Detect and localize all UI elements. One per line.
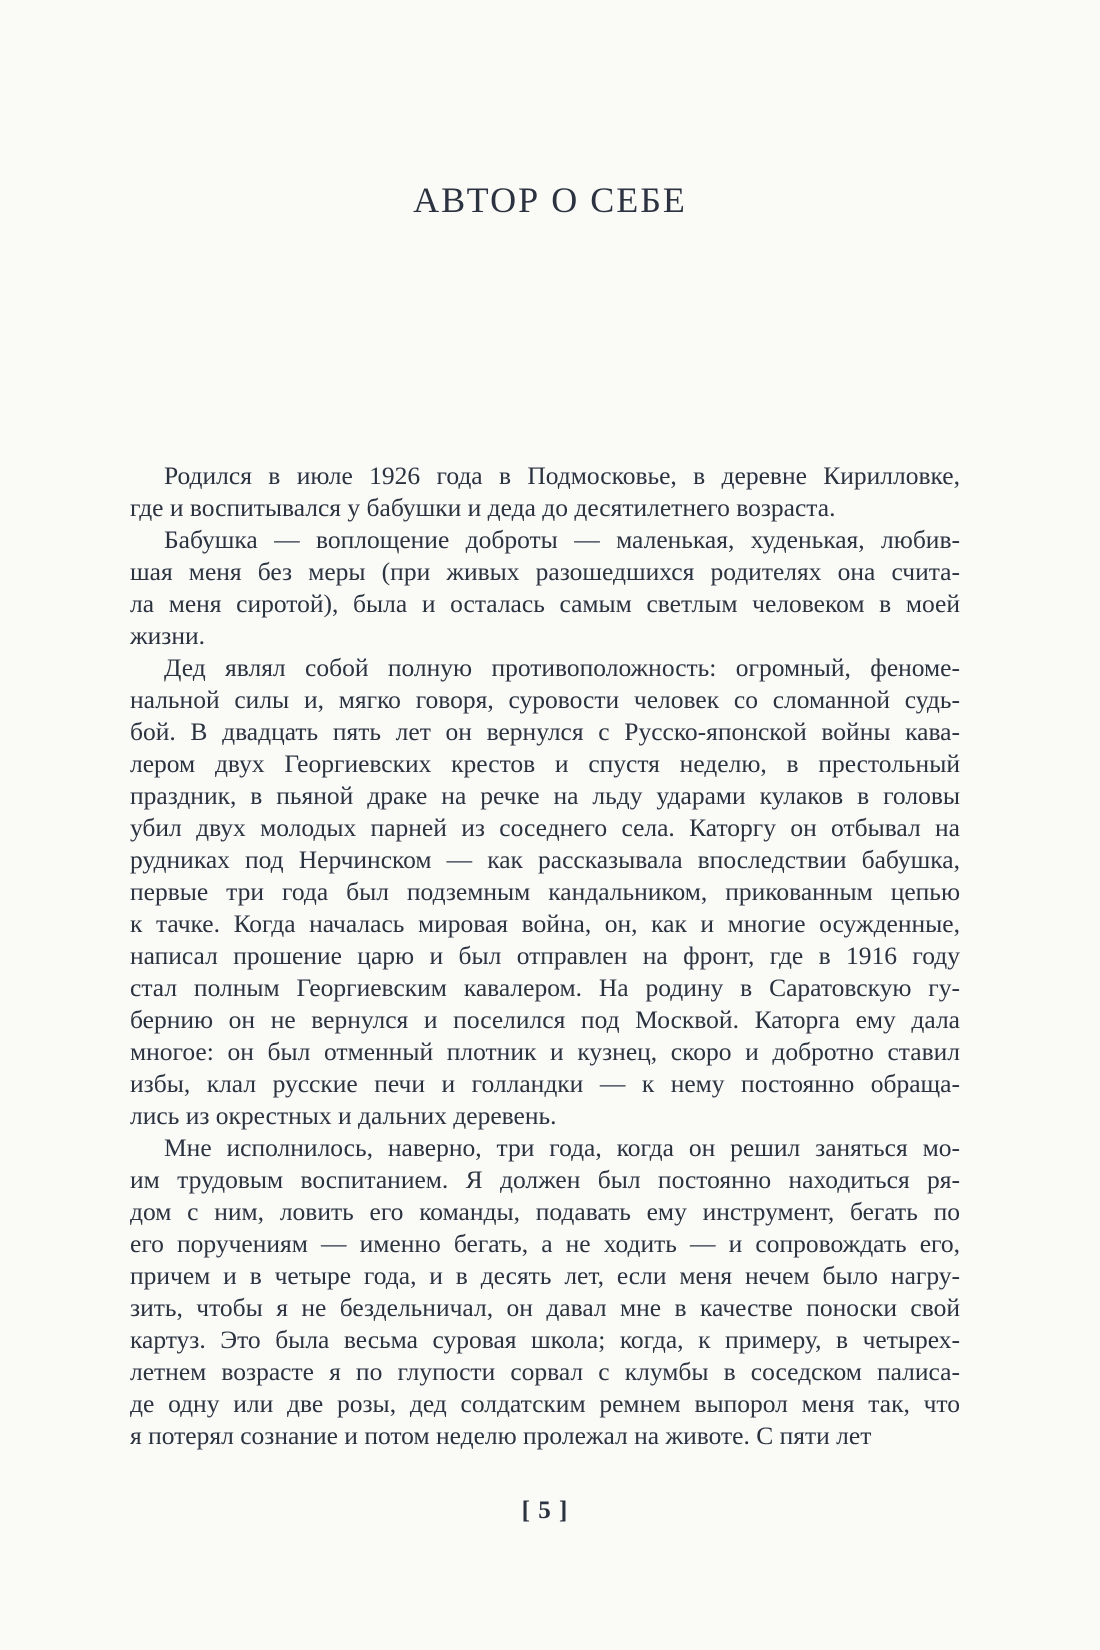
text-line: дом с ним, ловить его команды, подавать ему инструмент, бегать по — [130, 1197, 960, 1226]
text-line: Дед являл собой полную противоположность: огромный, феноме- — [164, 653, 960, 682]
text-line: Родился в июле 1926 года в Подмосковье, в деревне Кирилловке, — [164, 461, 960, 490]
text-line: причем и в четыре года, и в десять лет, если меня нечем было нагру- — [130, 1261, 960, 1290]
paragraph — [130, 1132, 960, 1452]
text-line: его поручениям — именно бегать, а не ходить — и сопровождать его, — [130, 1229, 960, 1258]
paragraph — [130, 460, 960, 524]
text-line: жизни. — [130, 621, 206, 650]
text-line: бой. В двадцать пять лет он вернулся с Русско-японской войны кава- — [130, 717, 960, 746]
body-text — [130, 460, 960, 1452]
text-line: Мне исполнилось, наверно, три года, когда он решил заняться мо- — [164, 1133, 960, 1162]
text-line: где и воспитывался у бабушки и деда до десятилетнего возраста. — [130, 493, 836, 522]
text-line: де одну или две розы, дед солдатским ремнем выпорол меня так, что — [130, 1389, 960, 1418]
text-line: им трудовым воспитанием. Я должен был постоянно находиться ря- — [130, 1165, 960, 1194]
text-line: шая меня без меры (при живых разошедшихся родителях она счита- — [130, 557, 960, 586]
text-line: лись из окрестных и дальних деревень. — [130, 1101, 557, 1130]
text-line: лером двух Георгиевских крестов и спустя неделю, в престольный — [130, 749, 960, 778]
text-line: многое: он был отменный плотник и кузнец, скоро и добротно ставил — [130, 1037, 960, 1066]
text-line: первые три года был подземным кандальником, прикованным цепью — [130, 877, 960, 906]
text-line: Бабушка — воплощение доброты — маленькая, худенькая, любив- — [164, 525, 960, 554]
text-line: рудниках под Нерчинском — как рассказывала впоследствии бабушка, — [130, 845, 960, 874]
paragraph — [130, 652, 960, 1132]
text-line: зить, чтобы я не бездельничал, он давал мне в качестве поноски свой — [130, 1293, 960, 1322]
text-line: ла меня сиротой), была и осталась самым светлым человеком в моей — [130, 589, 960, 618]
text-line: избы, клал русские печи и голландки — к нему постоянно обраща- — [130, 1069, 960, 1098]
text-line: картуз. Это была весьма суровая школа; когда, к примеру, в четырех- — [130, 1325, 960, 1354]
chapter-title: АВТОР О СЕБЕ — [413, 180, 687, 221]
text-line: к тачке. Когда началась мировая война, он, как и многие осужденные, — [130, 909, 960, 938]
text-line: праздник, в пьяной драке на речке на льду ударами кулаков в головы — [130, 781, 960, 810]
text-line: нальной силы и, мягко говоря, суровости человек со сломанной судь- — [130, 685, 960, 714]
text-line: стал полным Георгиевским кавалером. На родину в Саратовскую гу- — [130, 973, 960, 1002]
text-line: написал прошение царю и был отправлен на фронт, где в 1916 году — [130, 941, 960, 970]
text-line: летнем возрасте я по глупости сорвал с клумбы в соседском палиса- — [130, 1357, 960, 1386]
page-number: [ 5 ] — [521, 1497, 569, 1524]
text-line: убил двух молодых парней из соседнего села. Каторгу он отбывал на — [130, 813, 960, 842]
paragraph — [130, 524, 960, 652]
text-line: я потерял сознание и потом неделю пролежал на животе. С пяти лет — [130, 1421, 872, 1450]
text-line: бернию он не вернулся и поселился под Москвой. Каторга ему дала — [130, 1005, 960, 1034]
